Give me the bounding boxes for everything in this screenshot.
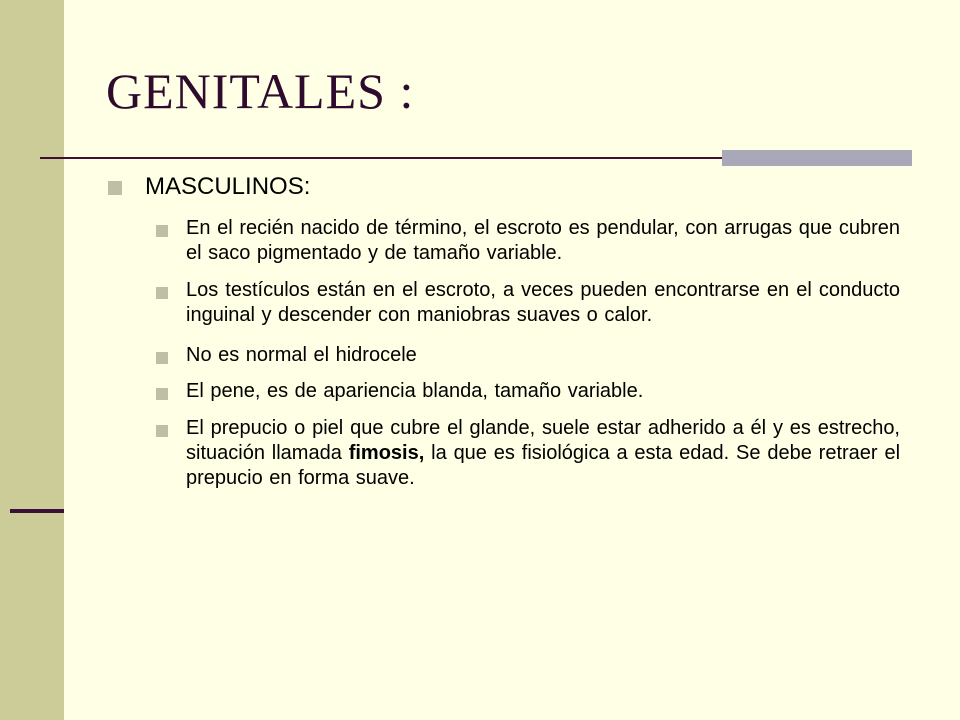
list-item-text: Los testículos están en el escroto, a veces pueden encontrarse en el conducto inguinal y descender con maniobras suaves o calor. <box>186 279 900 326</box>
slide-title: GENITALES : <box>106 63 415 119</box>
list-item-text: En el recién nacido de término, el escroto es pendular, con arrugas que cubren el saco pigmentado y de tamaño variable. <box>186 217 900 264</box>
list-item-text: El pene, es de apariencia blanda, tamaño variable. <box>186 380 644 402</box>
list-item <box>156 379 900 404</box>
list-item <box>156 278 900 328</box>
list-item-text: No es normal el hidrocele <box>186 344 417 366</box>
side-accent-line <box>10 509 64 513</box>
side-decorative-band <box>0 0 64 720</box>
square-bullet-icon <box>156 352 168 364</box>
list-item <box>156 343 900 368</box>
square-bullet-icon <box>108 181 122 195</box>
list-item-text <box>186 416 900 491</box>
bullet-list <box>156 216 900 491</box>
square-bullet-icon <box>156 425 168 437</box>
list-item <box>156 216 900 266</box>
section-heading: MASCULINOS: <box>145 173 311 200</box>
square-bullet-icon <box>156 225 168 237</box>
list-item <box>156 416 900 491</box>
list-item-text-end: la que es fisiológica a esta edad. Se debe retraer el prepucio en forma suave. <box>186 442 901 489</box>
bold-term: fimosis, <box>348 442 425 464</box>
square-bullet-icon <box>156 287 168 299</box>
divider-accent-block <box>722 150 912 166</box>
list-item-text-start: El prepucio o piel que cubre el glande, suele estar adherido a él y es estrecho, situación llamada <box>186 417 900 464</box>
square-bullet-icon <box>156 388 168 400</box>
